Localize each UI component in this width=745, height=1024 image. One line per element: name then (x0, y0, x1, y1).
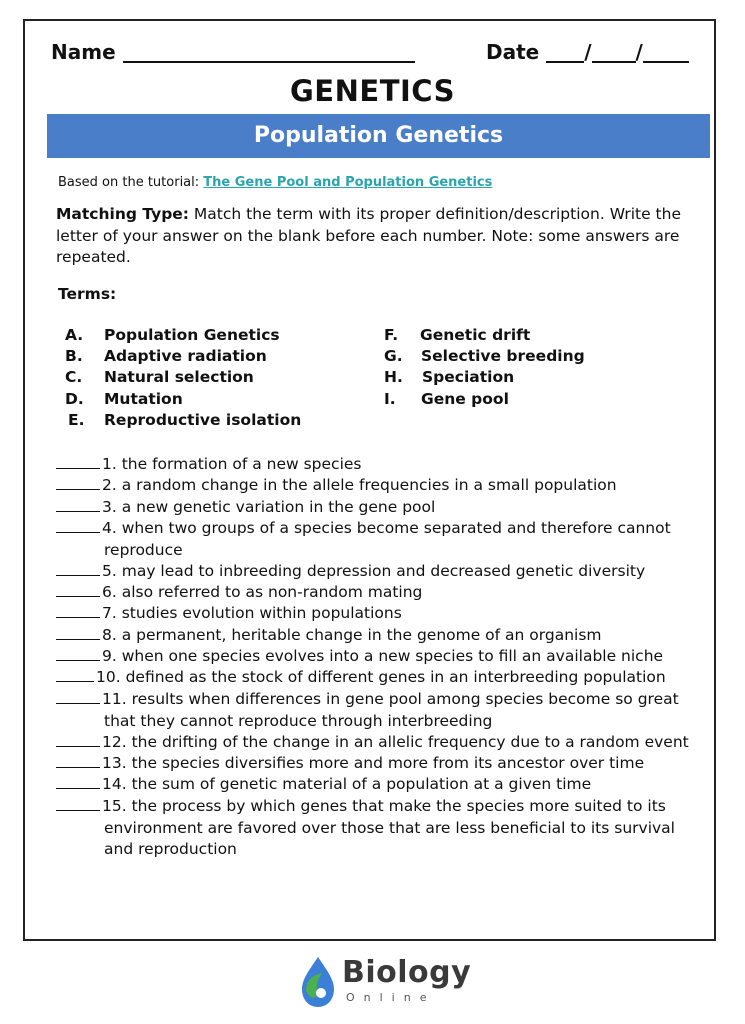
date-year-blank[interactable] (643, 41, 689, 63)
question-text: 9. when one species evolves into a new species to fill an available niche (102, 647, 664, 665)
answer-blank[interactable] (56, 582, 100, 597)
question-item (56, 796, 675, 861)
term-text: Speciation (422, 368, 515, 386)
term-text: Adaptive radiation (104, 347, 267, 365)
answer-blank[interactable] (56, 475, 100, 490)
name-label: Name (51, 40, 116, 64)
answer-blank[interactable] (56, 689, 100, 704)
term-letter: B. (65, 347, 83, 365)
term-letter: F. (384, 326, 399, 344)
question-text: 11. results when differences in gene pool among species become so great (102, 690, 679, 708)
date-field[interactable] (486, 40, 689, 64)
question-item (56, 774, 591, 796)
answer-blank[interactable] (56, 646, 100, 661)
question-text: 13. the species diversifies more and more from its ancestor over time (102, 754, 645, 772)
question-text: 2. a random change in the allele frequencies in a small population (102, 476, 617, 494)
name-field[interactable] (51, 40, 415, 64)
date-month-blank[interactable] (546, 41, 584, 63)
instructions (56, 204, 696, 269)
term-item (384, 390, 509, 408)
answer-blank[interactable] (56, 454, 100, 469)
term-letter: I. (384, 390, 396, 408)
answer-blank[interactable] (56, 603, 100, 618)
question-item (56, 603, 402, 625)
terms-heading: Terms: (58, 285, 117, 303)
answer-blank[interactable] (56, 561, 100, 576)
question-text: 10. defined as the stock of different genes in an interbreeding population (96, 668, 666, 686)
term-item (65, 347, 267, 365)
term-item (384, 368, 514, 386)
question-item (56, 625, 602, 647)
term-item (384, 347, 585, 365)
based-on-prefix: Based on the tutorial: (58, 175, 200, 190)
term-item (384, 326, 530, 344)
answer-blank[interactable] (56, 625, 100, 640)
question-text-cont: and reproduction (104, 840, 237, 858)
term-text: Natural selection (104, 368, 254, 386)
question-item (56, 454, 361, 476)
term-letter: D. (65, 390, 84, 408)
answer-blank[interactable] (56, 796, 100, 811)
term-item (65, 368, 254, 386)
term-item (65, 326, 280, 344)
term-text: Genetic drift (420, 326, 531, 344)
question-item (56, 561, 645, 583)
tutorial-link[interactable]: The Gene Pool and Population Genetics (203, 175, 493, 190)
logo-wordmark: Biology (342, 955, 472, 990)
term-letter: H. (384, 368, 403, 386)
question-text: 1. the formation of a new species (102, 455, 362, 473)
answer-blank[interactable] (56, 774, 100, 789)
based-on-line (58, 175, 492, 190)
question-text: 15. the process by which genes that make the species more suited to its (102, 797, 666, 815)
question-item (56, 518, 671, 561)
name-blank[interactable] (123, 41, 415, 63)
instructions-label: Matching Type: (56, 205, 189, 223)
term-letter: C. (65, 368, 83, 386)
date-day-blank[interactable] (592, 41, 636, 63)
question-item (56, 582, 422, 604)
question-text-cont: that they cannot reproduce through interbreeding (104, 711, 493, 730)
question-text-cont: reproduce (104, 540, 183, 559)
date-separator: / (584, 40, 592, 64)
question-text: 14. the sum of genetic material of a population at a given time (102, 775, 592, 793)
answer-blank[interactable] (56, 753, 100, 768)
answer-blank[interactable] (56, 732, 100, 747)
question-text: 4. when two groups of a species become separated and therefore cannot (102, 519, 671, 537)
term-text: Selective breeding (421, 347, 585, 365)
question-text: 12. the drifting of the change in an allelic frequency due to a random event (102, 733, 689, 751)
water-drop-leaf-icon (302, 957, 334, 1007)
page-title: GENETICS (290, 74, 455, 108)
term-item (65, 390, 183, 408)
question-text-cont: environment are favored over those that are less beneficial to its survival (104, 818, 675, 837)
term-letter: E. (68, 411, 85, 429)
section-banner: Population Genetics (47, 114, 710, 158)
question-text: 3. a new genetic variation in the gene pool (102, 498, 436, 516)
date-label: Date (486, 40, 540, 64)
logo-subtitle: Online (346, 991, 436, 1004)
answer-blank[interactable] (56, 518, 100, 533)
question-item (56, 667, 666, 689)
question-item (56, 497, 435, 519)
term-text: Mutation (104, 390, 183, 408)
question-text: 8. a permanent, heritable change in the genome of an organism (102, 626, 602, 644)
answer-blank[interactable] (56, 497, 100, 512)
question-text: 7. studies evolution within populations (102, 604, 402, 622)
term-text: Reproductive isolation (104, 411, 302, 429)
question-text: 5. may lead to inbreeding depression and decreased genetic diversity (102, 562, 646, 580)
date-separator: / (635, 40, 643, 64)
term-letter: G. (384, 347, 403, 365)
question-item (56, 753, 644, 775)
instructions-text: Match the term with its proper definition/description. Write the letter of your answer on the blank before each number. Note: some answers are repeated. (56, 205, 681, 266)
answer-blank[interactable] (56, 667, 94, 682)
question-text: 6. also referred to as non-random mating (102, 583, 423, 601)
question-item (56, 646, 663, 668)
question-item (56, 732, 689, 754)
term-text: Gene pool (421, 390, 509, 408)
term-text: Population Genetics (104, 326, 280, 344)
question-item (56, 475, 617, 497)
term-item (68, 411, 301, 429)
term-letter: A. (65, 326, 84, 344)
question-item (56, 689, 679, 732)
